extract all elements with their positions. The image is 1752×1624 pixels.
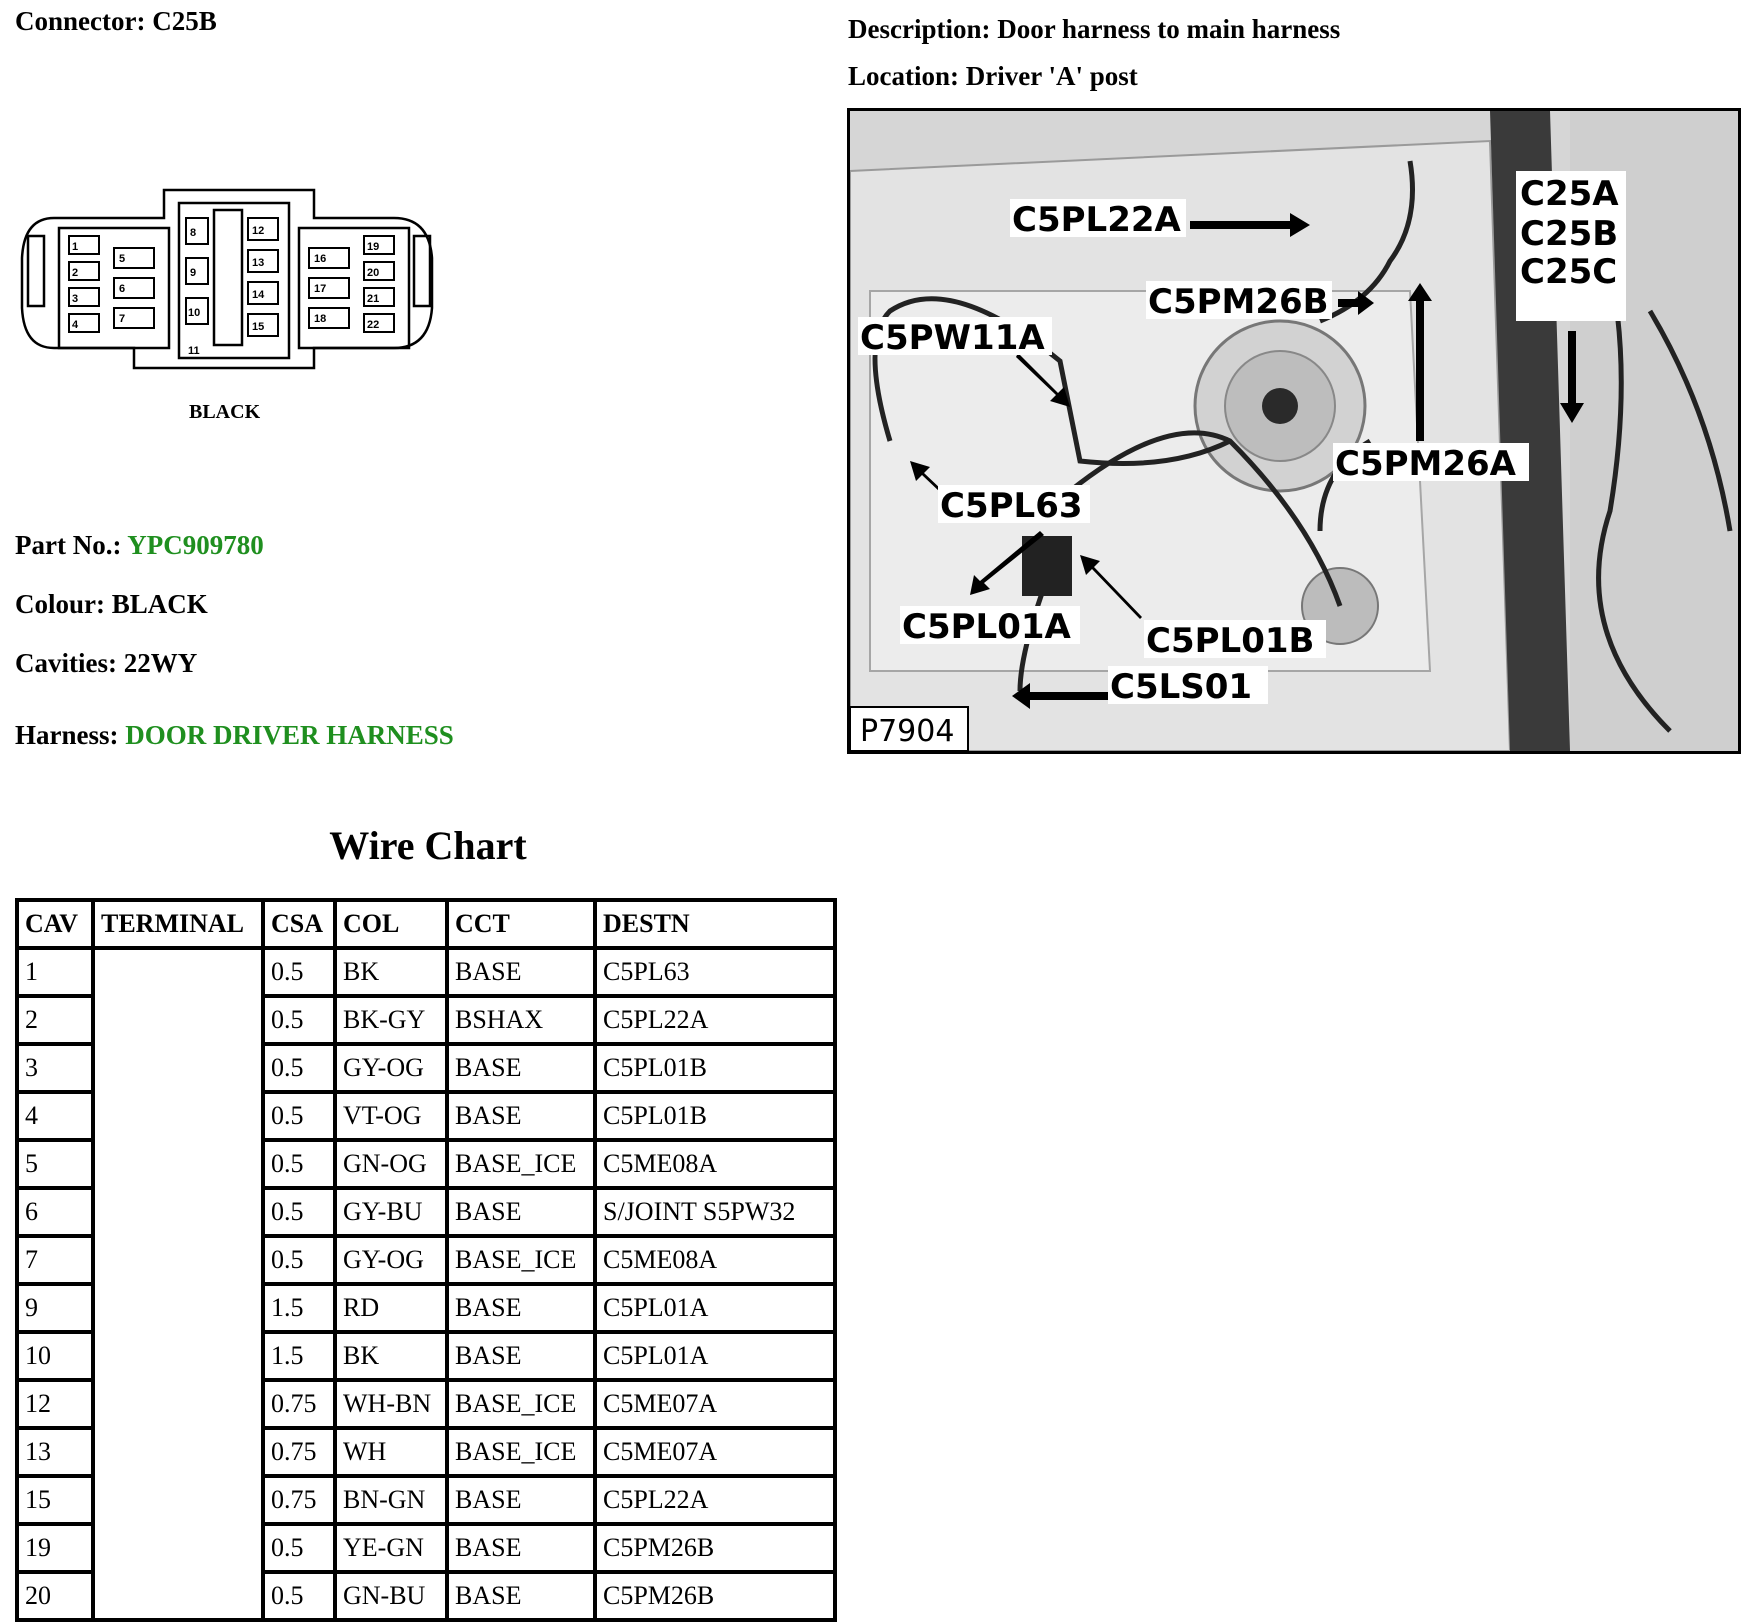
cavity-number: 10	[188, 307, 201, 319]
cell-csa: 0.75	[263, 1476, 335, 1524]
cell-cct: BASE	[447, 1092, 595, 1140]
callout-label: C25B	[1520, 214, 1619, 254]
connector-colour-caption: BLACK	[189, 401, 261, 423]
colour-label: Colour:	[15, 589, 105, 619]
cell-col: RD	[335, 1284, 447, 1332]
cavity-number: 16	[314, 253, 327, 265]
col-header-terminal: TERMINAL	[93, 900, 263, 948]
callout-label: C5PL63	[940, 486, 1083, 526]
cavity-number: 5	[119, 253, 126, 265]
col-header-destn: DESTN	[595, 900, 835, 948]
cell-csa: 0.5	[263, 996, 335, 1044]
callout-label: C25A	[1520, 174, 1619, 214]
cell-destn: C5PM26B	[595, 1572, 835, 1620]
harness-field	[15, 720, 454, 751]
cavity-number: 12	[252, 225, 265, 237]
cell-col: YE-GN	[335, 1524, 447, 1572]
cavities-field	[15, 648, 197, 679]
cell-cct: BASE	[447, 1044, 595, 1092]
cavities-value: 22WY	[123, 648, 198, 678]
cavity-number: 14	[252, 289, 265, 301]
cell-csa: 0.5	[263, 1572, 335, 1620]
callout-label: C5PM26A	[1335, 444, 1516, 484]
colour-value: BLACK	[111, 589, 208, 619]
cavity-number: 20	[367, 267, 380, 279]
cell-col: WH-BN	[335, 1380, 447, 1428]
cavity-number: 3	[72, 293, 79, 305]
cell-cct: BASE	[447, 1572, 595, 1620]
cell-destn: C5PM26B	[595, 1524, 835, 1572]
cavity-number: 13	[252, 257, 265, 269]
cell-col: GY-OG	[335, 1044, 447, 1092]
cavity-number: 4	[72, 319, 79, 331]
wire-chart-body	[17, 948, 835, 1620]
cell-csa: 0.5	[263, 1044, 335, 1092]
connector-value: C25B	[152, 6, 217, 36]
cell-csa: 0.75	[263, 1380, 335, 1428]
cell-terminal	[93, 948, 263, 1620]
callout-label: C5PL01B	[1146, 621, 1315, 661]
cell-csa: 0.5	[263, 948, 335, 996]
cell-cct: BASE	[447, 1524, 595, 1572]
location-label: Location:	[848, 61, 959, 91]
cell-cav: 3	[17, 1044, 93, 1092]
description-value: Door harness to main harness	[997, 14, 1341, 44]
cell-cct: BASE	[447, 1476, 595, 1524]
cell-cav: 2	[17, 996, 93, 1044]
part-number-link[interactable]: YPC909780	[127, 530, 264, 560]
cavity-number: 6	[119, 283, 126, 295]
cell-cav: 12	[17, 1380, 93, 1428]
description-label: Description:	[848, 14, 991, 44]
col-header-cct: CCT	[447, 900, 595, 948]
cell-col: GY-BU	[335, 1188, 447, 1236]
cell-col: BK	[335, 1332, 447, 1380]
wire-chart-table	[15, 898, 837, 1622]
callout-label: C5PL01A	[902, 607, 1071, 647]
cell-cav: 20	[17, 1572, 93, 1620]
cavity-number: 21	[367, 293, 380, 305]
cell-cav: 19	[17, 1524, 93, 1572]
connector-label: Connector:	[15, 6, 146, 36]
cell-col: GY-OG	[335, 1236, 447, 1284]
cell-cct: BSHAX	[447, 996, 595, 1044]
cavity-number: 15	[252, 321, 265, 333]
cell-cav: 5	[17, 1140, 93, 1188]
location-value: Driver 'A' post	[965, 61, 1138, 91]
cell-destn: C5ME07A	[595, 1428, 835, 1476]
cell-destn: C5ME08A	[595, 1236, 835, 1284]
cell-cct: BASE	[447, 1284, 595, 1332]
cavity-number: 18	[314, 313, 327, 325]
cell-col: BK-GY	[335, 996, 447, 1044]
cell-col: GN-OG	[335, 1140, 447, 1188]
cell-csa: 1.5	[263, 1332, 335, 1380]
colour-field	[15, 589, 208, 620]
col-header-cav: CAV	[17, 900, 93, 948]
description-field	[848, 14, 1340, 45]
cavity-number: 7	[119, 313, 126, 325]
cell-cct: BASE_ICE	[447, 1140, 595, 1188]
cell-destn: C5PL01A	[595, 1284, 835, 1332]
cell-destn: S/JOINT S5PW32	[595, 1188, 835, 1236]
harness-label: Harness:	[15, 720, 119, 750]
cavity-number: 1	[72, 241, 79, 253]
cavity-number: 22	[367, 319, 380, 331]
callout-label: C25C	[1520, 252, 1618, 292]
cell-cav: 4	[17, 1092, 93, 1140]
cell-destn: C5ME07A	[595, 1380, 835, 1428]
cell-csa: 0.75	[263, 1428, 335, 1476]
cell-col: WH	[335, 1428, 447, 1476]
cell-col: GN-BU	[335, 1572, 447, 1620]
cell-col: VT-OG	[335, 1092, 447, 1140]
cell-csa: 0.5	[263, 1524, 335, 1572]
cell-cct: BASE	[447, 1332, 595, 1380]
cell-col: BK	[335, 948, 447, 996]
cell-csa: 0.5	[263, 1236, 335, 1284]
cell-csa: 0.5	[263, 1188, 335, 1236]
cell-cav: 13	[17, 1428, 93, 1476]
harness-link[interactable]: DOOR DRIVER HARNESS	[125, 720, 454, 750]
cell-col: BN-GN	[335, 1476, 447, 1524]
cell-cct: BASE_ICE	[447, 1380, 595, 1428]
cavity-number: 8	[190, 227, 197, 239]
callout-label: C5LS01	[1110, 667, 1253, 707]
cell-cct: BASE_ICE	[447, 1236, 595, 1284]
cavity-number: 17	[314, 283, 327, 295]
callout-label: C5PW11A	[860, 318, 1045, 358]
part-number-label: Part No.:	[15, 530, 122, 560]
location-field	[848, 61, 1138, 92]
cell-cav: 1	[17, 948, 93, 996]
cavity-number: 9	[190, 267, 197, 279]
connector-face-diagram	[14, 178, 454, 428]
cell-csa: 1.5	[263, 1284, 335, 1332]
table-row	[17, 948, 835, 996]
cell-destn: C5PL01B	[595, 1044, 835, 1092]
cell-cav: 10	[17, 1332, 93, 1380]
cell-destn: C5ME08A	[595, 1140, 835, 1188]
cell-destn: C5PL01A	[595, 1332, 835, 1380]
cell-destn: C5PL01B	[595, 1092, 835, 1140]
cavity-number: 2	[72, 267, 79, 279]
cell-csa: 0.5	[263, 1140, 335, 1188]
cell-destn: C5PL22A	[595, 1476, 835, 1524]
col-header-col: COL	[335, 900, 447, 948]
cell-csa: 0.5	[263, 1092, 335, 1140]
callout-label: C5PM26B	[1148, 282, 1329, 322]
cell-cav: 6	[17, 1188, 93, 1236]
col-header-csa: CSA	[263, 900, 335, 948]
photo-reference: P7904	[860, 714, 955, 749]
location-photo	[847, 108, 1741, 754]
callout-label: C5PL22A	[1012, 200, 1181, 240]
connector-field	[15, 6, 217, 37]
cell-cct: BASE	[447, 1188, 595, 1236]
cavities-label: Cavities:	[15, 648, 117, 678]
cell-destn: C5PL63	[595, 948, 835, 996]
cell-destn: C5PL22A	[595, 996, 835, 1044]
table-header-row	[17, 900, 835, 948]
cell-cct: BASE_ICE	[447, 1428, 595, 1476]
cavity-number: 19	[367, 241, 380, 253]
cell-cav: 15	[17, 1476, 93, 1524]
part-number-field	[15, 530, 264, 561]
cell-cct: BASE	[447, 948, 595, 996]
cell-cav: 7	[17, 1236, 93, 1284]
cell-cav: 9	[17, 1284, 93, 1332]
cavity-number: 11	[188, 345, 200, 357]
wire-chart-title: Wire Chart	[329, 823, 527, 868]
